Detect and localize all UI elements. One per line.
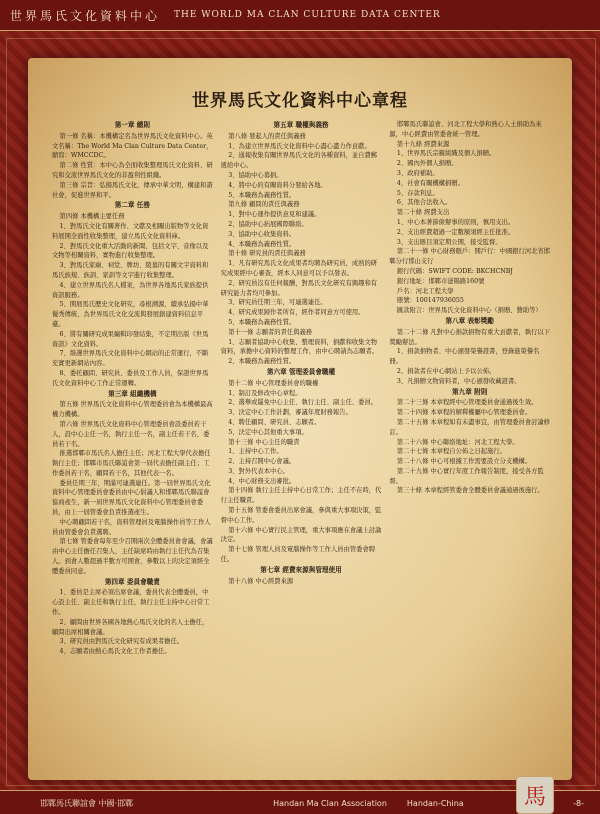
article-paragraph: 5、本職務為義務性質。 — [228, 191, 296, 199]
document-columns — [52, 120, 550, 768]
ma-clan-logo — [516, 776, 554, 814]
article-paragraph: 中心聘顧問若干名，資料管理員及電腦操作員等工作人員由管委會負責選聘。 — [52, 518, 211, 536]
article-paragraph: 1、委員是主席必須出席會議，委員代表全體委員，中心設主任、副主任和執行主任，執行主任主持中心日常工作。 — [52, 589, 210, 617]
article-paragraph: 2、選舉或罷免中心主任、執行主任、副主任、委員。 — [228, 399, 378, 407]
article-paragraph: 戶名：河北工程大學 — [396, 287, 454, 295]
article-paragraph: 第十一條 志願者的責任與義務 — [228, 328, 313, 336]
article-paragraph: 3、凡捐贈文物資料者，中心頒發收藏證書。 — [396, 377, 521, 385]
article-paragraph: 3、政府補助。 — [396, 169, 439, 177]
article-paragraph: 2、顧問由世界各國各地熱心馬氏文化的名人士擔任，顧問出席相關會議。 — [52, 618, 209, 636]
article-paragraph: 第二十八條 中心可根據工作需要設立分支機構。 — [396, 458, 532, 466]
column-2 — [221, 120, 382, 768]
article-paragraph: 銀行代碼：SWIFT CODE: BKCHCNBJ — [396, 267, 513, 275]
article-paragraph: 2、支出經費超過一定數額須經主任批准。 — [396, 228, 515, 236]
article-paragraph: 第六條 世界馬氏文化資料中心管理委員會設委員若干人，設中心主任一名，執行主任一名，副主任若干名，委員若干名。 — [52, 420, 210, 448]
article-paragraph: 3、對外代表本中心。 — [228, 467, 289, 475]
article-paragraph: 1、中心本著節儉辦事的原則，慎用支出。 — [396, 218, 515, 226]
article-paragraph: 第十六條 中心實行民主管理，重大事項應在會議上討論決定。 — [220, 526, 382, 544]
article-paragraph: 第二十四條 本章程的解釋權屬中心管理委員會。 — [396, 409, 532, 417]
logo-glyph: 馬 — [523, 784, 546, 810]
article-paragraph: 6、其他合法收入。 — [396, 199, 452, 207]
article-paragraph: 第十四條 執行主任主持中心日常工作；主任不在時，代行主任職責。 — [220, 487, 382, 505]
article-paragraph: 3、決定中心工作計劃，審議年度財務報告。 — [228, 409, 352, 417]
section-heading: 第一章 總則 — [114, 121, 150, 129]
section-heading: 第五章 職權與義務 — [273, 121, 329, 129]
article-paragraph: 1、凡有研究馬氏文化成果者均聘為研究員，成熟的研究成果經中心審查，經本人同意可以予以發表。 — [220, 260, 378, 277]
article-paragraph: 3、對馬氏家廟、祠堂、牌坊、陵墓的有關文字資料和馬氏族規、族訓、家訓等文字進行收集整理。 — [52, 262, 209, 279]
section-heading: 第四章 委員會職責 — [104, 577, 160, 586]
article-paragraph: 2、協助中心拓展國際聯絡。 — [228, 220, 308, 228]
article-paragraph: 4、志願者由熱心馬氏文化工作者擔任。 — [59, 648, 171, 656]
article-paragraph: 3、研究員任期三年，可連選連任。 — [228, 299, 327, 307]
section-heading: 第七章 經費來源與管理使用 — [260, 565, 342, 574]
article-paragraph: 1、制訂及修改中心章程。 — [228, 389, 302, 397]
footer-org-cn: 邯鄲馬氏聯誼會 中國·邯鄲 — [40, 798, 134, 808]
article-paragraph: 8、委托顧問、研究員、委員及工作人員，保證世界馬氏文化資料中心工作正常運轉。 — [52, 369, 209, 387]
article-paragraph: 3、支出賬目須定期公開，接受監督。 — [396, 238, 502, 246]
article-paragraph: 第十二條 中心管理委員會的職權 — [228, 379, 319, 387]
page-footer — [0, 790, 600, 814]
article-paragraph: 2、通報收集有關世界馬氏文化的各種資料，並自費郵遞給中心。 — [220, 152, 378, 170]
section-heading: 第二章 任務 — [114, 201, 150, 210]
article-paragraph: 第十三條 中心主任的職責 — [228, 438, 300, 446]
article-paragraph: 第五條 世界馬氏文化資料中心管理委員會為本機構最高權力機構。 — [52, 401, 213, 419]
article-paragraph: 第二十五條 本章程如有未盡事宜，由管理委員會討論修訂。 — [389, 418, 551, 436]
article-paragraph: 5、開展馬氏歷史文化研究，尋根溯源，續承弘揚中華優秀傳統，為世界馬氏文化交流與發展創建資料信息平臺。 — [52, 301, 209, 328]
header-title-cn: 世界馬氏文化資料中心 — [10, 8, 161, 23]
article-paragraph: 4、將中心的有關資料分發給各地。 — [228, 181, 327, 189]
article-paragraph: 第八條 發起人的責任與義務 — [228, 132, 306, 140]
article-paragraph: 1、對中心運作提供意見和建議。 — [228, 211, 321, 219]
article-paragraph: 7、維護世界馬氏文化資料中心網站的正常運行，不斷充實更新網站內容。 — [52, 350, 209, 368]
article-paragraph: 第三條 宗旨：弘揚馬氏文化，傳承中華文明，構建和諧社會，促進世界和平。 — [52, 181, 213, 199]
article-paragraph: 第三十條 本章程經管委會全體委員會議通過後施行。 — [396, 487, 544, 495]
article-paragraph: 第九條 顧問的責任與義務 — [228, 201, 300, 209]
article-paragraph: 2、捐款者在中心網站上予以公佈。 — [396, 367, 496, 375]
column-3 — [389, 120, 550, 768]
article-paragraph: 第十五條 管委會委員出席會議，參與重大事項決策，監督中心工作。 — [220, 507, 382, 524]
article-paragraph: 第二十二條 凡對中心捐款捐物有重大貢獻者，執行以下獎勵辦法。 — [389, 328, 551, 346]
article-paragraph: 委員任期三年，期滿可連選連任。第一屆世界馬氏文化資料中心管理委員會委員由中心倡議人和邯鄲馬氏聯誼會協商產生，新一屆世界馬氏文化資料中心管理委員會委員，由上一屆管委會負責推選產生。 — [52, 479, 211, 517]
article-paragraph: 3、協助中心募捐。 — [228, 171, 283, 179]
article-paragraph: 2、主持召開中心會議。 — [228, 458, 296, 466]
article-paragraph: 第二十九條 中心實行年度工作報告制度，接受各方監督。 — [389, 467, 544, 485]
article-paragraph: 6、將有關研究成果編輯印發結集，不定期出版《世馬資訊》文化資料。 — [52, 330, 209, 348]
article-paragraph: 第一條 名稱：本機構定名為世界馬氏文化資料中心。英文名稱：The World Ma Clan Culture Data Center，縮寫：WMCCDC。 — [52, 132, 213, 160]
article-paragraph: 2、研究員沒有任何報酬，對馬氏文化研究有興趣和有研究能力者均可參加。 — [220, 279, 378, 297]
article-paragraph: 賬號：100147936055 — [396, 297, 464, 305]
article-paragraph: 5、決定中心其他重大事項。 — [228, 428, 308, 436]
article-paragraph: 第二條 性質：本中心為全面收集整理馬氏文化資料、研究和交流世界馬氏文化的非盈利性組織。 — [52, 162, 213, 179]
document-title: 世界馬氏文化資料中心章程 — [192, 91, 408, 111]
article-paragraph: 第二十六條 中心聯絡地址：河北工程大學。 — [396, 438, 519, 446]
header-title-en: THE WORLD MA CLAN CULTURE DATA CENTER — [174, 10, 441, 20]
article-paragraph: 推選邯鄲市馬氏名人擔任主任；河北工程大學代表擔任執行主任；邯鄲市馬氏聯誼會第一屆代表擔任副主任；工作委員若干名，顧問若干名，其他代表一名。 — [52, 450, 211, 477]
parchment-document — [28, 58, 572, 780]
article-paragraph: 2、本職務為義務性質。 — [228, 358, 296, 366]
page-number: -8- — [573, 798, 584, 808]
article-paragraph: 1、為建立世界馬氏文化資料中心盡心盡力作貢獻。 — [228, 142, 371, 150]
article-paragraph: 4、中心財務支出審批。 — [228, 477, 296, 485]
article-paragraph: 1、主持中心工作。 — [228, 448, 283, 456]
article-paragraph: 4、研究成果歸作者所有，經作者同意方可使用。 — [228, 309, 365, 317]
article-paragraph: 銀行地址：邯鄲市滏陽路160號 — [396, 277, 485, 285]
section-heading: 第八章 表彰獎勵 — [445, 316, 494, 325]
article-paragraph: 第二十七條 本章程自公佈之日起施行。 — [396, 448, 506, 456]
article-paragraph: 4、社會有關機構捐贈。 — [396, 179, 464, 187]
section-heading: 第九章 附則 — [452, 387, 488, 396]
article-paragraph: 4、建立世界馬氏名人檔案，為世界各地馬氏家族提供資訊服務。 — [52, 281, 209, 299]
article-paragraph: 1、世界馬氏宗親組織及個人捐贈。 — [396, 150, 496, 158]
article-paragraph: 3、協助中心收集資料。 — [228, 230, 296, 238]
article-paragraph: 3、研究員由對馬氏文化研究有成果者擔任。 — [59, 638, 184, 646]
article-paragraph: 第四條 本機構主要任務 — [59, 213, 125, 221]
section-heading: 第三章 組織機構 — [108, 389, 157, 398]
article-paragraph: 5、存款利息。 — [396, 189, 439, 197]
footer-location: Handan-China — [406, 798, 464, 808]
section-heading: 第六章 管理委員會職權 — [266, 367, 336, 376]
article-paragraph: 第七條 管委會每年至少召開兩次全體委員會會議，會議由中心主任擔任召集人，主任缺席時由執行主任代為召集人。到會人數超過半數方可開會，參數以上的決定須經全體委員同意。 — [52, 538, 213, 575]
article-paragraph: 5、本職務為義務性質。 — [228, 318, 296, 326]
article-paragraph: 2、對馬氏文化重大活動的新聞，包括文字、音像以及文物等相關資料，實物進行收集整理。 — [52, 242, 209, 260]
article-paragraph: 4、聘任顧問、研究員、志願者。 — [228, 418, 321, 426]
article-paragraph: 第十條 研究員的責任與義務 — [228, 250, 306, 258]
column-1 — [52, 120, 213, 768]
article-paragraph: 2、國內外個人捐贈。 — [396, 160, 458, 168]
article-paragraph: 第二十三條 本章程經中心管理委員會通過後生效。 — [396, 399, 538, 407]
article-paragraph: 第二十一條 中心財務賬戶：開戶行：中國銀行河北省邯鄲分行邯山支行 — [389, 248, 551, 266]
article-paragraph: 邯鄲馬氏聯誼會、河北工程大學和熱心人士捐助為來源，中心經費由管委會統一管理。 — [389, 121, 542, 138]
article-paragraph: 第十七條 管理人員及電腦操作等工作人員由管委會聘任。 — [220, 546, 376, 564]
article-paragraph: 匯款附言：世界馬氏文化資料中心（捐贈、贊助等） — [396, 307, 542, 315]
article-paragraph: 第二十條 經費支出 — [396, 209, 450, 217]
article-paragraph: 1、志願者協助中心收集、整理資料，捐獻和收集文物資料，承擔中心資料的整理工作，由中心聘請為志願者。 — [220, 338, 379, 356]
footer-org-en: Handan Ma Clan Association — [273, 798, 387, 808]
article-paragraph: 1、捐款捐物者、中心頒發榮譽證書，登錄進榮譽名冊。 — [389, 348, 540, 366]
article-paragraph: 第十八條 中心經費來源 — [228, 577, 294, 585]
page-header — [0, 0, 600, 31]
article-paragraph: 1、對馬氏文化有關著作、文獻及相關出版物等文化資料展開全面性收集整理，建立馬氏文化資料庫。 — [52, 222, 209, 240]
article-paragraph: 第十九條 經費來源 — [396, 140, 450, 148]
article-paragraph: 4、本職務為義務性質。 — [228, 240, 296, 248]
